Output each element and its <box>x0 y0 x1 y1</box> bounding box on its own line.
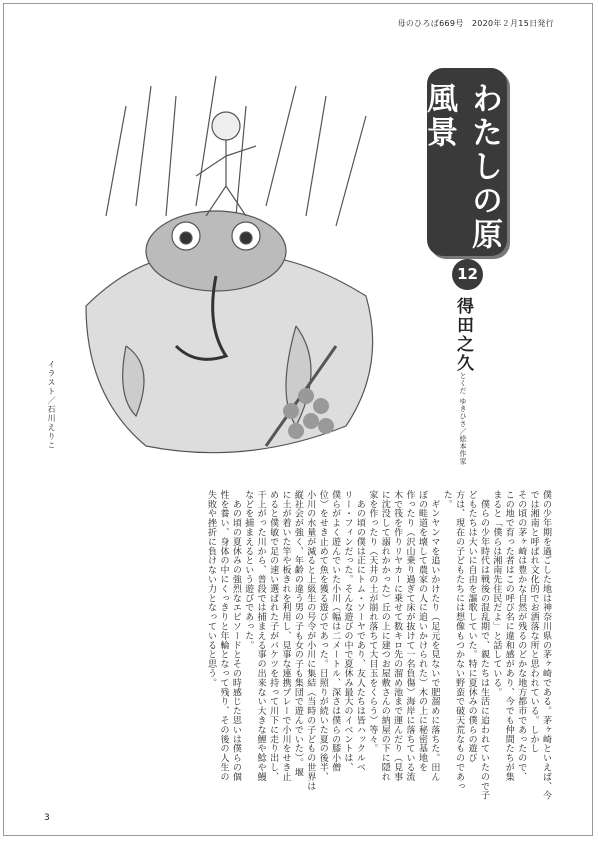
article-body <box>74 490 552 808</box>
text-column: に沈没して溺れかかった）丘の上に建つお屋敷さんの納屋の下に隠れ <box>379 490 390 782</box>
issue-header: 母のひろば669号 2020年２月15日発行 <box>397 19 554 28</box>
text-column: 木で筏を作りリヤカーに乗せて数キロ先の溜め池まで運んだり（見事 <box>392 490 403 782</box>
text-column: 作ったり（沢山乗り過ぎて床が抜けて一名負傷）海岸に落ちている流 <box>404 490 415 782</box>
text-column: 失敗や挫折に負けない力となっていると思う。 <box>206 490 217 688</box>
text-column: ギンヤンマを追いかけたり（足元を見ないで肥溜めに落ちた。田ん <box>429 490 440 782</box>
text-column: 家を作ったり（天井の土が崩れ落ちて大目玉をくらう）等々。 <box>367 490 378 754</box>
author-reading: とくだ ゆきひさ／絵本作家 <box>459 372 467 465</box>
text-column: あの頃の夏休みの強烈なエピソードとその時感じた思いは僕らの個 <box>230 490 241 782</box>
text-column: 干上がった川から、普段では捕まえる事の出来ない大きな鯉や鯰や鰻 <box>255 490 266 782</box>
text-column: などを捕まえるという遊びであった。 <box>243 490 254 650</box>
text-column: あの頃の僕は正にトム・ソーヤであり、友人たちは皆ハックルベ <box>354 490 365 772</box>
text-column: 縦社会が強く、年齢の違う男の子も女の子も集団で遊んでいた）。堰 <box>292 490 303 777</box>
title-box <box>421 68 507 256</box>
series-number-badge: 12 <box>452 259 483 290</box>
text-column: ぼの畦道を壊して農家の人に追いかけられた）木の上に秘密基地を <box>416 490 427 772</box>
text-column: 小川の水量が減ると上級生の号令が小川に集結（当時の子どもの世界は <box>305 490 316 791</box>
page-title: わたしの原風景 <box>421 82 502 252</box>
text-column: 僕らがよく遊んでいた小川（幅は二メートル、深さは僕らの膝小僧 <box>330 490 341 772</box>
text-column: この地で育った者はこの呼び名に違和感があり、今でも仲間たちが集 <box>503 490 514 782</box>
text-column: に土が着いた竿や板きれを利用し、見事な連携プレーで小川をせき止 <box>280 490 291 782</box>
illustration-credit: イラスト／石川えりこ <box>47 360 56 450</box>
text-column: その頃の茅ヶ崎は豊かな自然が残るのどかな地方都市であったので、 <box>516 490 527 782</box>
text-column: リー・フィンだった。そんな遊びの中で夏休み最大のイベントは、 <box>342 490 353 772</box>
text-column: まると「僕らは湘南先住民だよ」と話している。 <box>491 490 502 697</box>
text-column: 僕の少年期を過ごした地は神奈川県の茅ヶ崎である。茅ヶ崎といえば、今では湘南と呼ばれ文化的でお洒落な所と思われている。しかし <box>528 490 551 801</box>
page-number: 3 <box>44 813 50 823</box>
author-name: 得田之久 <box>453 297 473 373</box>
text-column: 僕らの少年時代は戦後の混乱期で、親たちは生活に追われていたので子どもたちは大いに自由を謳歌していた。特に夏休みの僕らの遊び <box>466 490 489 801</box>
text-column: 位）をせき止めて魚を獲る遊びであった。日照りが続いた夏の後半、 <box>317 490 328 782</box>
text-column: 方は、現在の子どもたちには想像もつかない野蛮で破天荒なものであった。 <box>441 490 465 791</box>
text-column: めると僕敏で足の速い選ばれた子がバケツを持って川下に走り出し、 <box>268 490 279 782</box>
illustration-image <box>66 66 411 468</box>
text-column: 性を養い、身体の中にくっきりと年輪となって残り、その後の人生の <box>218 490 229 782</box>
